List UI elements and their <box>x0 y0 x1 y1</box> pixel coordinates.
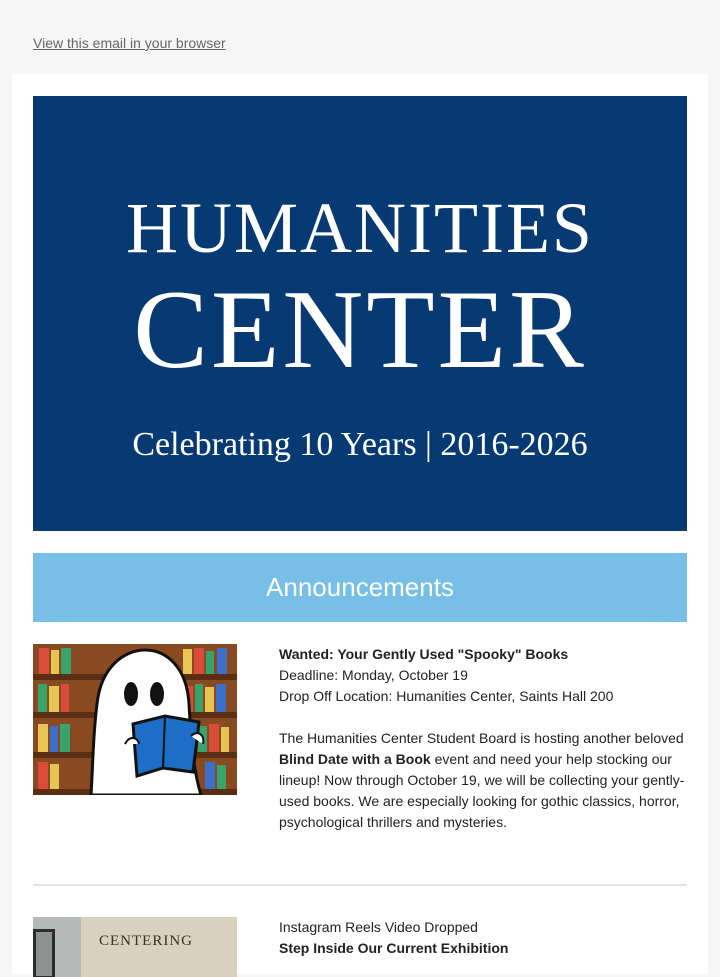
email-body <box>12 74 708 974</box>
announcement-location: Drop Off Location: Humanities Center, Saints Hall 200 <box>279 688 614 704</box>
email-preheader <box>0 0 720 74</box>
exhibition-plaque-icon[interactable] <box>33 917 237 977</box>
announcement-text <box>279 644 691 833</box>
announcement-deadline: Deadline: Monday, October 19 <box>279 667 468 683</box>
hero-title-line2: CENTER <box>133 268 587 392</box>
section-header-announcements: Announcements <box>33 553 687 622</box>
announcement-text <box>279 917 691 959</box>
announcement-title: Wanted: Your Gently Used "Spooky" Books <box>279 646 569 662</box>
announcement-kicker: Instagram Reels Video Dropped <box>279 919 478 935</box>
hero-title-line1: HUMANITIES <box>126 188 594 268</box>
announcement-body-part2: event and need your help stocking our lineup! Now through October 19, we will be collecting your gently-used books. We are especially looking for gothic classics, horror, psychological thrillers and mysteries. <box>279 751 685 830</box>
plaque-text: CENTERING <box>99 933 193 949</box>
announcement-body-part1: The Humanities Center Student Board is hosting another beloved <box>279 730 684 746</box>
hero-tagline: Celebrating 10 Years | 2016-2026 <box>132 426 588 463</box>
hero-banner <box>33 96 687 531</box>
view-in-browser-link[interactable]: View this email in your browser <box>33 35 226 51</box>
announcement-title: Step Inside Our Current Exhibition <box>279 940 509 956</box>
announcement-body-bold: Blind Date with a Book <box>279 751 431 767</box>
announcement-item <box>33 917 687 977</box>
ghost-reading-book-icon[interactable] <box>33 644 237 795</box>
divider <box>33 884 687 886</box>
announcement-body <box>279 728 691 833</box>
announcement-item <box>33 644 687 884</box>
